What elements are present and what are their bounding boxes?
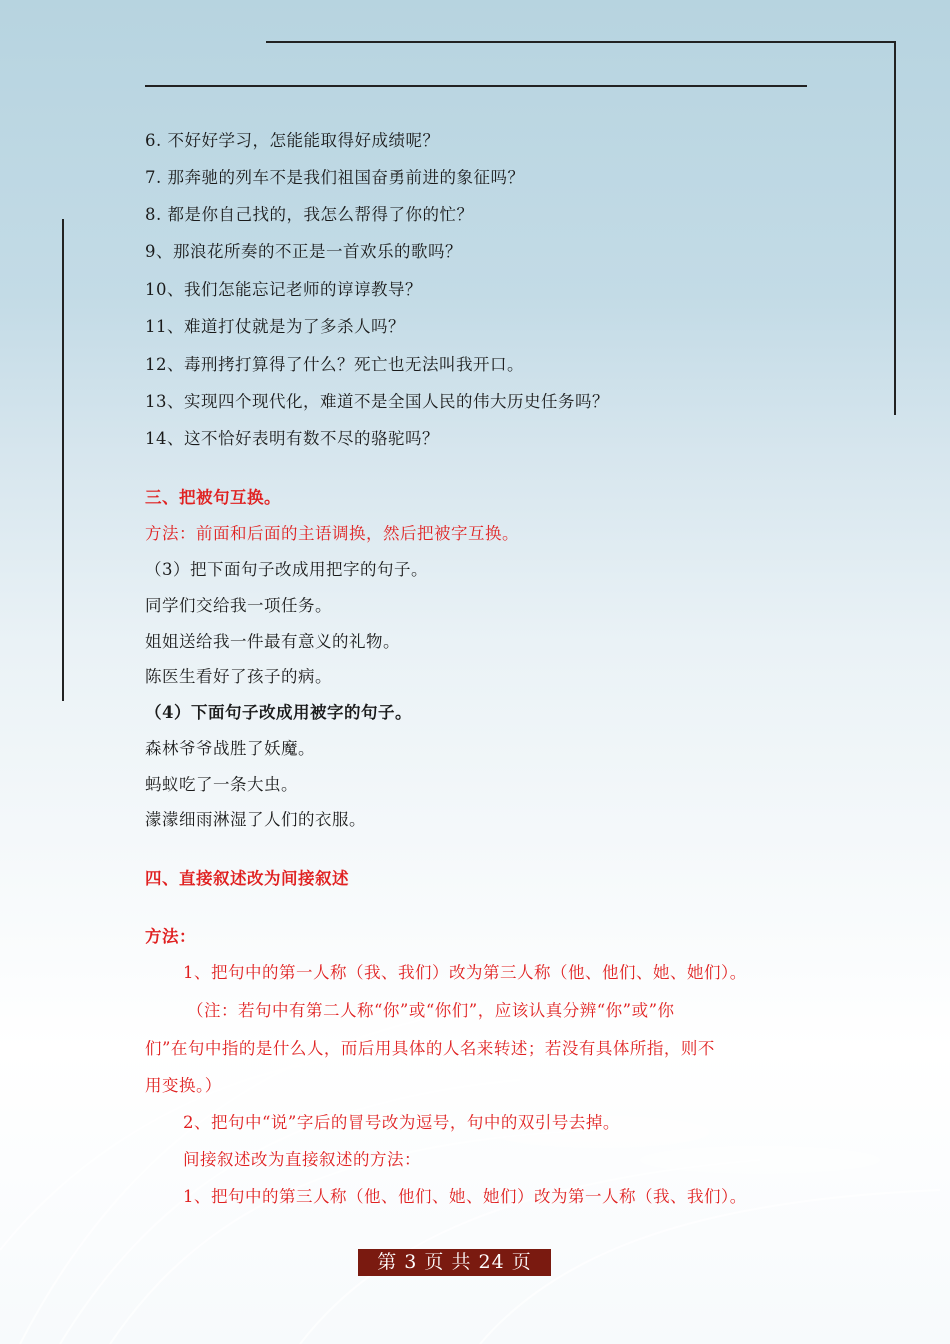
list-item: 同学们交给我一项任务。 (145, 596, 332, 615)
page-number-footer: 第 3 页 共 24 页 (358, 1249, 551, 1276)
list-item: 9、那浪花所奏的不正是一首欢乐的歌吗？ (145, 242, 462, 261)
note-text: （注：若句中有第二人称“你”或“你们”，应该认真分辨“你”或”你 (187, 1001, 675, 1020)
list-item: 姐姐送给我一件最有意义的礼物。 (145, 632, 400, 651)
list-item: 森林爷爷战胜了妖魔。 (145, 739, 315, 758)
list-item: 14、这不恰好表明有数不尽的骆驼吗？ (145, 429, 439, 448)
list-item: 13、实现四个现代化，难道不是全国人民的伟大历史任务吗？ (145, 392, 609, 411)
list-item: 陈医生看好了孩子的病。 (145, 667, 332, 686)
note-text: 们”在句中指的是什么人，而后用具体的人名来转述；若没有具体所指，则不 (145, 1039, 715, 1058)
frame-top-line (266, 41, 896, 43)
list-item: 7. 那奔驰的列车不是我们祖国奋勇前进的象征吗？ (145, 168, 525, 187)
sub-heading: 间接叙述改为直接叙述的方法： (183, 1150, 421, 1169)
rule-text: 1、把句中的第三人称（他、他们、她、她们）改为第一人称（我、我们）。 (183, 1187, 747, 1206)
method-label: 方法： (145, 927, 196, 946)
note-text: 用变换。） (145, 1076, 222, 1095)
section-heading: 四、直接叙述改为间接叙述 (145, 869, 349, 888)
method-text: 方法：前面和后面的主语调换，然后把被字互换。 (145, 524, 519, 543)
frame-right-line (894, 41, 896, 415)
rule-text: 1、把句中的第一人称（我、我们）改为第三人称（他、他们、她、她们）。 (183, 963, 747, 982)
list-item: 濛濛细雨淋湿了人们的衣服。 (145, 810, 366, 829)
section-heading: 三、把被句互换。 (145, 488, 281, 507)
list-item: 12、毒刑拷打算得了什么？死亡也无法叫我开口。 (145, 355, 524, 374)
question-heading: （4）下面句子改成用被字的句子。 (145, 703, 412, 722)
list-item: 10、我们怎能忘记老师的谆谆教导？ (145, 280, 422, 299)
list-item: 蚂蚁吃了一条大虫。 (145, 775, 298, 794)
question-heading: （3）把下面句子改成用把字的句子。 (145, 560, 428, 579)
list-item: 8. 都是你自己找的，我怎么帮得了你的忙？ (145, 205, 474, 224)
frame-rule-line (145, 85, 807, 87)
frame-left-line (62, 219, 64, 701)
rule-text: 2、把句中“说”字后的冒号改为逗号，句中的双引号去掉。 (183, 1113, 620, 1132)
list-item: 6. 不好好学习，怎能能取得好成绩呢？ (145, 131, 440, 150)
list-item: 11、难道打仗就是为了多杀人吗？ (145, 317, 405, 336)
